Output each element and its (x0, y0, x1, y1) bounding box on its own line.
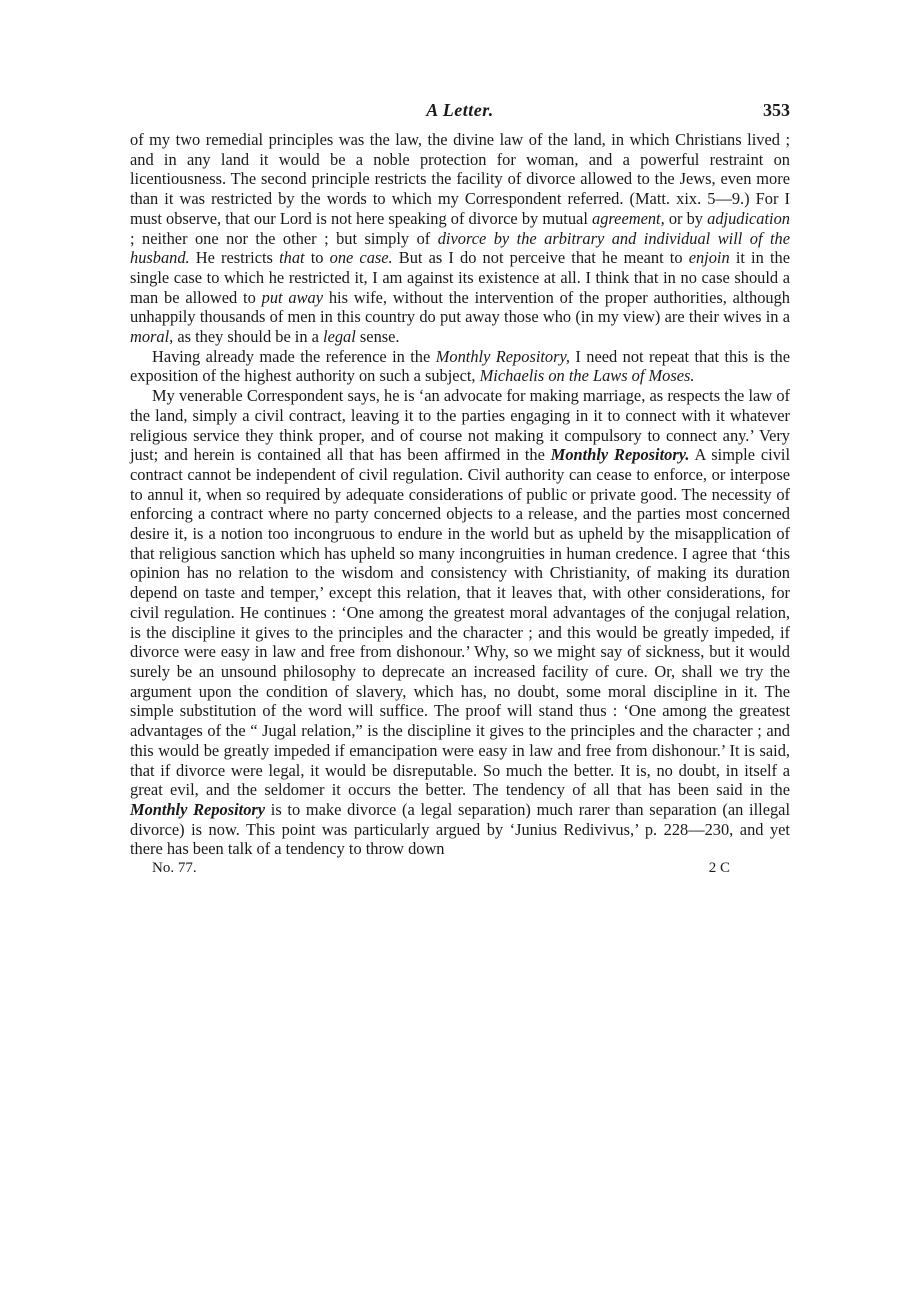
paragraph-2 (130, 347, 790, 386)
body-text (130, 130, 790, 859)
page-number: 353 (763, 100, 790, 120)
text-run: moral, (130, 327, 174, 347)
text-run: sense. (355, 327, 400, 347)
text-run: ; neither one nor the other ; but simply of (130, 228, 438, 248)
issue-number: No. 77. (152, 860, 197, 877)
text-run: My venerable Correspondent says, he is ‘an advocate for making marriage, as respects the law of the land, simply a civil contract, leaving it to the parties engaging in it to connect with it whatever religious service they think proper, and of course not making it compulsory to connect any.’ Very just; and herein is contained all that has been affirmed in the (130, 386, 790, 465)
signature-mark: 2 C (708, 860, 730, 877)
text-run: legal (323, 327, 356, 347)
text-run: adjudication (707, 208, 790, 228)
text-run: it in the single case to which he restricted it, I am against its existence at all. I think that in no case should a man be allowed to (130, 248, 790, 307)
text-run: or by (664, 208, 708, 228)
text-run: He restricts (189, 248, 280, 268)
text-run: that (279, 248, 305, 268)
text-run: his wife, without the intervention of the proper authorities, although unhappily thousands of men in this country do put away those who (in my view) are their wives in a (130, 287, 791, 327)
paragraph-3 (130, 386, 790, 859)
text-run: A simple civil contract cannot be independent of civil regulation. Civil authority can cease to enforce, or interpose to annul it, when so required by adequate considerations of public or private good. The necessity of enforcing a contract where no party concerned objects to a release, and the parties most concerned desire it, is a notion too incongruous to endure in the world but as upheld by the misapplication of that religious sanction which has upheld so many incongruities in human credence. I agree that ‘this opinion has no relation to the wisdom and consistency with Christianity, of making its duration depend on taste and temper,’ except this relation, that it leaves that, with other considerations, for civil regulation. He continues : ‘One among the greatest moral advantages of the conjugal relation, is the discipline it gives to the principles and the character ; and this would be greatly impeded, if divorce were easy in law and free from dishonour.’ Why, so we might say of sickness, but it would surely be an unsound philosophy to deprecate an increased facility of cure. Or, shall we try the argument upon the condition of slavery, which has, no doubt, some moral discipline in it. The simple substitution of the word will suffice. The proof will stand thus : ‘One among the greatest advantages of the “ Jugal relation,” is the discipline it gives to the principles and the character ; and this would be greatly impeded if emancipation were easy in law and free from dishonour.’ It is said, that if divorce were legal, it would be disreputable. So much the better. It is, no doubt, in itself a great evil, and the seldomer it occurs the better. The tendency of all that has been said in the (130, 445, 791, 800)
document-page (130, 100, 790, 880)
text-run: of my two remedial principles was the law, the divine law of the land, in which Christians lived ; and in any land it would be a noble protection for woman, and a powerful restraint on licentiousness. The second principle restricts the facility of divorce allowed to the Jews, even more than it was restricted by the words to which my Correspondent referred. (Matt. xix. 5—9.) For I must observe, that our Lord is not here speaking of divorce by mutual (130, 130, 790, 228)
text-run: one case. (329, 248, 393, 268)
page-footer (130, 860, 790, 880)
running-title: A Letter. (426, 100, 494, 120)
text-run: to (304, 248, 330, 268)
text-run: But as I do not perceive that he meant to (392, 248, 689, 268)
text-run: agreement, (592, 208, 665, 228)
text-run: Monthly Repository. (550, 445, 690, 465)
text-run: I need not repeat that this is the exposition of the highest authority on such a subject, (130, 346, 790, 386)
paragraph-1 (130, 130, 790, 347)
text-run: Having already made the reference in the (152, 346, 436, 366)
text-run: Monthly Repository (130, 799, 266, 819)
text-run: is to make divorce (a legal separation) much rarer than separation (an illegal divorce) is now. This point was particularly argued by ‘Junius Redivivus,’ p. 228—230, and yet there has been talk of a tendency to throw down (130, 799, 790, 859)
text-run: divorce by the arbitrary and individual will of the husband. (130, 228, 791, 268)
text-run: as they should be in a (173, 327, 324, 347)
text-run: enjoin (688, 248, 730, 268)
text-run: put away (261, 287, 323, 307)
text-run: Michaelis on the Laws of Moses. (479, 366, 695, 386)
text-run: Monthly Repository, (435, 346, 570, 366)
running-head (130, 100, 790, 126)
